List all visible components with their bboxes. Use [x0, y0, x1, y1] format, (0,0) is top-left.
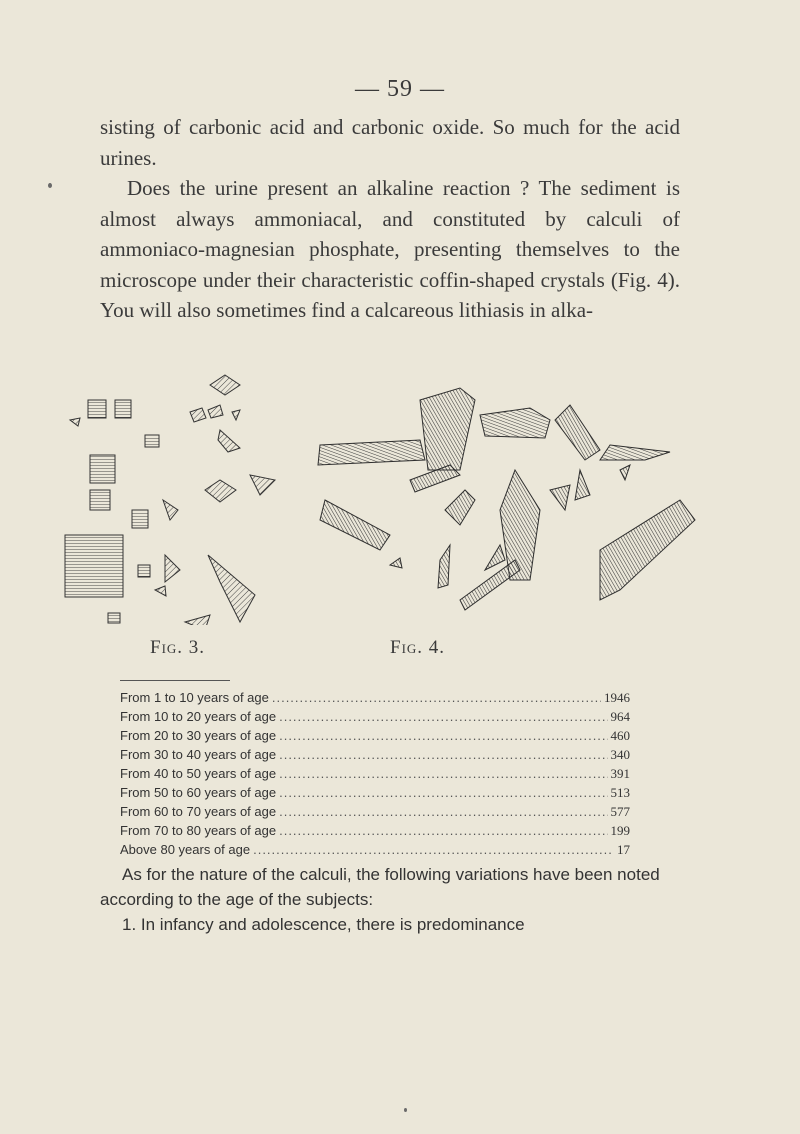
age-table	[120, 688, 630, 859]
paragraph-3: As for the nature of the calculi, the following variations have been noted according to the age of the subjects:	[100, 865, 660, 909]
fig-4-illustration	[300, 360, 700, 630]
age-count: 513	[610, 785, 630, 800]
paragraph-1: sisting of carbonic acid and carbonic oxide. So much for the acid urines.	[100, 115, 680, 170]
age-count: 577	[610, 804, 630, 819]
page-number: — 59 —	[355, 76, 445, 102]
table-row	[120, 840, 630, 859]
ink-speck	[48, 183, 52, 188]
ink-speck	[404, 1108, 407, 1112]
dot-leader	[279, 821, 607, 840]
age-count: 17	[617, 842, 630, 857]
age-range: From 20 to 30 years of age	[120, 728, 277, 743]
age-range: From 40 to 50 years of age	[120, 766, 277, 781]
age-count: 964	[610, 709, 630, 724]
table-row	[120, 707, 630, 726]
dot-leader	[279, 707, 607, 726]
age-range: From 50 to 60 years of age	[120, 785, 277, 800]
table-row	[120, 745, 630, 764]
body-text-top	[100, 112, 680, 326]
paragraph-2: Does the urine present an alkaline reaction ? The sediment is almost always ammoniacal, and constituted by calculi of ammoniaco-magnesian phosphate, presenting themselves to the microscope under their characteristic coffin-shaped crystals (Fig. 4). You will also sometimes find a calcareous lithiasis in alka-	[100, 176, 680, 322]
crystal-prism	[318, 440, 425, 465]
dot-leader	[279, 726, 607, 745]
age-count: 460	[610, 728, 630, 743]
body-text-bottom	[100, 862, 680, 937]
age-count: 1946	[604, 690, 630, 705]
dot-leader	[272, 688, 601, 707]
dot-leader	[279, 802, 607, 821]
table-row	[120, 783, 630, 802]
figures-block	[60, 360, 700, 658]
age-range: From 70 to 80 years of age	[120, 823, 277, 838]
crystal-shape	[210, 375, 240, 395]
table-row	[120, 802, 630, 821]
age-range: From 10 to 20 years of age	[120, 709, 277, 724]
crystal-shape	[88, 400, 106, 418]
age-count: 391	[610, 766, 630, 781]
table-row	[120, 821, 630, 840]
dot-leader	[279, 783, 607, 802]
table-row	[120, 726, 630, 745]
age-range: From 1 to 10 years of age	[120, 690, 269, 705]
fig-4-caption: Fig. 4.	[390, 637, 446, 658]
age-count: 340	[610, 747, 630, 762]
age-range: Above 80 years of age	[120, 842, 251, 857]
fig-3-caption: Fig. 3.	[150, 637, 206, 658]
dot-leader	[279, 764, 607, 783]
fig-3-illustration	[60, 360, 290, 625]
divider-rule	[120, 680, 230, 681]
table-row	[120, 764, 630, 783]
dot-leader	[253, 840, 614, 859]
dot-leader	[279, 745, 607, 764]
table-row	[120, 688, 630, 707]
age-range: From 60 to 70 years of age	[120, 804, 277, 819]
age-count: 199	[610, 823, 630, 838]
age-range: From 30 to 40 years of age	[120, 747, 277, 762]
paragraph-4: 1. In infancy and adolescence, there is predominance	[122, 915, 525, 934]
